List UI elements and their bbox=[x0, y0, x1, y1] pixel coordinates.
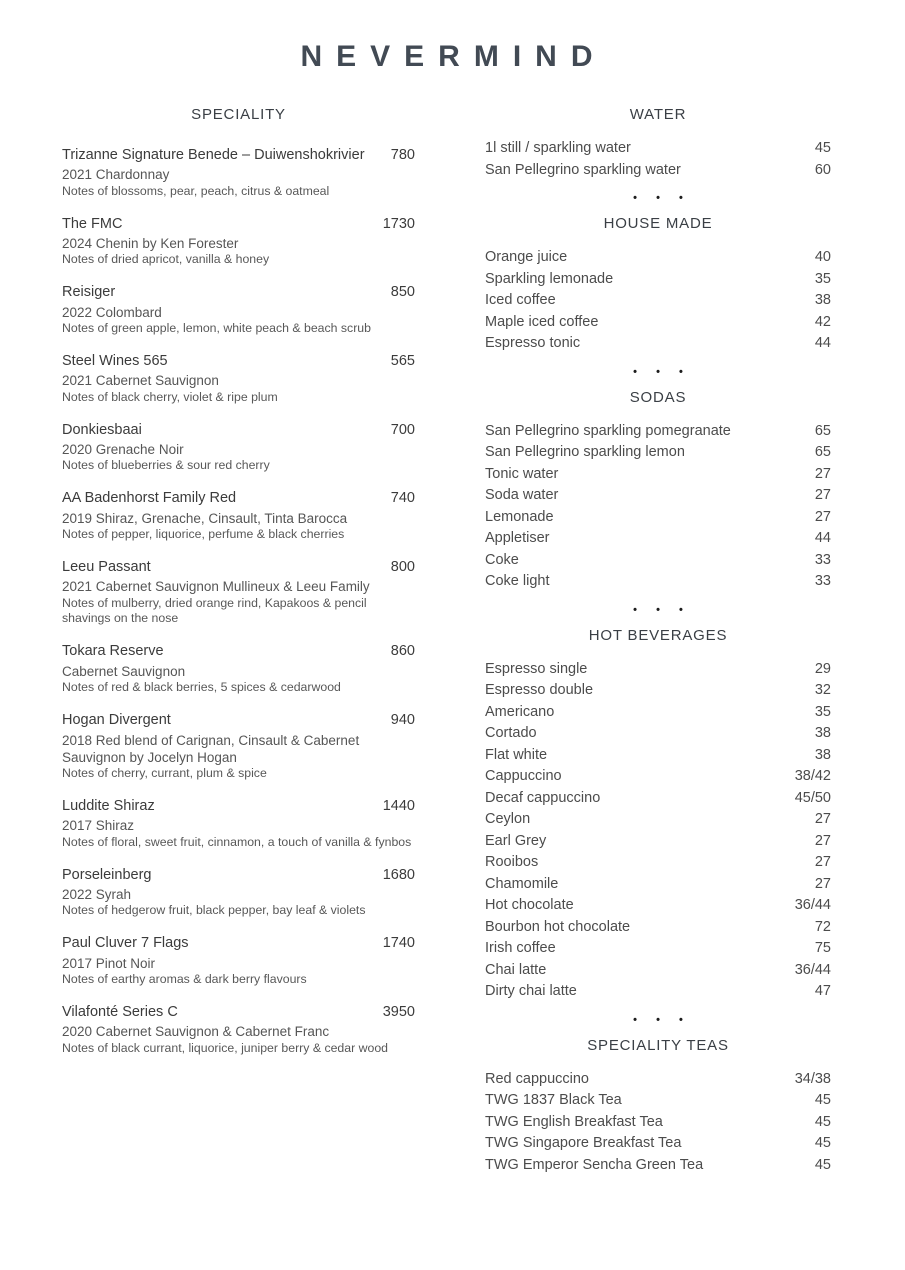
wine-vintage: 2020 Grenache Noir bbox=[62, 441, 184, 457]
beverage-column bbox=[485, 106, 831, 1176]
item-name: Ceylon bbox=[485, 811, 531, 827]
item-price: 27 bbox=[814, 875, 831, 892]
item-price: 38/42 bbox=[794, 768, 831, 784]
wine-name: Hogan Divergent bbox=[62, 712, 171, 729]
wine-notes: Notes of red & black berries, 5 spices & cedarwood bbox=[62, 680, 341, 695]
item-price: 27 bbox=[814, 465, 831, 482]
wine-vintage: 2020 Cabernet Sauvignon & Cabernet Franc bbox=[62, 1024, 330, 1040]
item-name: TWG English Breakfast Tea bbox=[485, 1113, 663, 1130]
wine-vintage: 2018 Red blend of Carignan, Cinsault & Cabernet Sauvignon by Jocelyn Hogan bbox=[62, 732, 360, 765]
menu-item-row bbox=[485, 659, 831, 681]
menu-item-row bbox=[485, 917, 831, 939]
item-name: 1l still / sparkling water bbox=[485, 140, 631, 156]
wine-entry bbox=[62, 798, 415, 851]
wine-vintage: 2019 Shiraz, Grenache, Cinsault, Tinta Barocca bbox=[62, 510, 348, 526]
wine-name: Porseleinberg bbox=[62, 866, 152, 883]
item-name: San Pellegrino sparkling pomegranate bbox=[485, 422, 731, 439]
menu-item-row bbox=[485, 1069, 831, 1091]
wine-notes: Notes of blueberries & sour red cherry bbox=[62, 458, 270, 473]
item-name: Irish coffee bbox=[485, 940, 556, 956]
item-price: 45 bbox=[814, 1113, 831, 1130]
item-price: 27 bbox=[814, 508, 831, 525]
wine-entry-top bbox=[62, 712, 415, 729]
item-price: 32 bbox=[814, 682, 831, 698]
wine-notes: Notes of earthy aromas & dark berry flavours bbox=[62, 971, 307, 986]
section-separator: • • • bbox=[633, 365, 691, 378]
wine-notes: Notes of black currant, liquorice, juniper berry & cedar wood bbox=[62, 1040, 389, 1055]
section-header: HOT BEVERAGES bbox=[588, 626, 728, 644]
item-name: Espresso tonic bbox=[485, 335, 581, 351]
menu-item-row bbox=[485, 1133, 831, 1155]
wine-notes: Notes of black cherry, violet & ripe plum bbox=[62, 389, 278, 404]
menu-item-row bbox=[485, 528, 831, 550]
wine-entry bbox=[62, 490, 415, 543]
menu-item-row bbox=[485, 442, 831, 464]
menu-item-row bbox=[485, 1090, 831, 1112]
wine-price: 1730 bbox=[382, 215, 415, 232]
wine-entry-top bbox=[62, 216, 415, 233]
menu-item-row bbox=[485, 312, 831, 334]
item-name: TWG 1837 Black Tea bbox=[485, 1092, 622, 1108]
menu-item-row bbox=[485, 831, 831, 853]
item-price: 36/44 bbox=[794, 897, 831, 913]
section-separator: • • • bbox=[633, 603, 691, 616]
wine-name: Luddite Shiraz bbox=[62, 798, 155, 815]
wine-entry-top bbox=[62, 798, 415, 815]
menu-section bbox=[485, 627, 831, 1003]
item-name: Chamomile bbox=[485, 875, 559, 892]
menu-item-row bbox=[485, 247, 831, 269]
wine-entry-top bbox=[62, 559, 415, 576]
wine-price: 940 bbox=[390, 712, 415, 729]
wine-vintage: 2021 Cabernet Sauvignon Mullineux & Leeu Family bbox=[62, 579, 370, 595]
section-header: SPECIALITY TEAS bbox=[587, 1036, 729, 1054]
menu-item-row bbox=[485, 702, 831, 724]
item-price: 36/44 bbox=[794, 961, 831, 978]
wine-notes: Notes of pepper, liquorice, perfume & black cherries bbox=[62, 526, 345, 541]
item-name: Red cappuccino bbox=[485, 1070, 589, 1087]
wine-entry bbox=[62, 216, 415, 269]
menu-item-row bbox=[485, 960, 831, 982]
item-price: 45 bbox=[814, 1156, 831, 1173]
item-name: Orange juice bbox=[485, 249, 568, 265]
item-name: Lemonade bbox=[485, 508, 554, 525]
item-price: 45 bbox=[814, 140, 831, 156]
menu-item-row bbox=[485, 160, 831, 182]
menu-item-row bbox=[485, 745, 831, 767]
menu-item-row bbox=[485, 421, 831, 443]
menu-item-row bbox=[485, 788, 831, 810]
wine-vintage: 2022 Colombard bbox=[62, 304, 162, 320]
wine-price: 3950 bbox=[382, 1003, 415, 1020]
item-name: Rooibos bbox=[485, 854, 539, 870]
item-name: Earl Grey bbox=[485, 832, 547, 849]
wine-entry bbox=[62, 867, 415, 920]
wine-price: 850 bbox=[390, 284, 415, 301]
wine-notes: Notes of cherry, currant, plum & spice bbox=[62, 766, 267, 781]
wine-vintage: 2017 Shiraz bbox=[62, 818, 135, 834]
wine-vintage: 2017 Pinot Noir bbox=[62, 955, 156, 971]
wine-name: Leeu Passant bbox=[62, 558, 151, 575]
section-separator: • • • bbox=[633, 192, 691, 204]
wine-notes: Notes of floral, sweet fruit, cinnamon, a touch of vanilla & fynbos bbox=[62, 834, 412, 849]
item-price: 35 bbox=[814, 703, 831, 720]
wine-entry bbox=[62, 935, 415, 988]
item-name: Cortado bbox=[485, 725, 537, 741]
item-name: Decaf cappuccino bbox=[485, 789, 601, 806]
wine-entry-top bbox=[62, 284, 415, 301]
item-name: Chai latte bbox=[485, 961, 547, 978]
item-name: Hot chocolate bbox=[485, 897, 574, 913]
item-price: 75 bbox=[814, 940, 831, 956]
menu-item-row bbox=[485, 938, 831, 960]
item-name: Coke light bbox=[485, 573, 550, 589]
section-separator: • • • bbox=[633, 1013, 691, 1026]
wine-notes: Notes of hedgerow fruit, black pepper, bay leaf & violets bbox=[62, 903, 366, 918]
wine-name: Vilafonté Series C bbox=[62, 1003, 178, 1020]
wine-entry-top bbox=[62, 643, 415, 660]
item-price: 44 bbox=[814, 335, 831, 351]
item-name: Iced coffee bbox=[485, 292, 556, 308]
menu-item-row bbox=[485, 1155, 831, 1177]
menu-columns bbox=[62, 106, 831, 1176]
item-price: 45/50 bbox=[794, 789, 831, 806]
wine-vintage: Cabernet Sauvignon bbox=[62, 663, 186, 679]
wine-vintage: 2022 Syrah bbox=[62, 887, 132, 903]
item-price: 27 bbox=[814, 832, 831, 849]
wine-name: Steel Wines 565 bbox=[62, 352, 168, 369]
wine-name: Donkiesbaai bbox=[62, 421, 142, 438]
menu-item-row bbox=[485, 290, 831, 312]
menu-item-row bbox=[485, 507, 831, 529]
wine-name: Paul Cluver 7 Flags bbox=[62, 935, 189, 952]
menu-item-row bbox=[485, 723, 831, 745]
wine-notes: Notes of blossoms, pear, peach, citrus & oatmeal bbox=[62, 183, 330, 198]
menu-item-row bbox=[485, 809, 831, 831]
item-name: Maple iced coffee bbox=[485, 313, 599, 330]
wine-name: The FMC bbox=[62, 215, 123, 232]
menu-item-row bbox=[485, 874, 831, 896]
speciality-column bbox=[62, 106, 415, 1073]
wine-entry bbox=[62, 559, 415, 628]
wine-notes: Notes of mulberry, dried orange rind, Kapakoos & pencil shavings on the nose bbox=[62, 595, 367, 626]
section-header: SODAS bbox=[629, 388, 687, 406]
menu-item-row bbox=[485, 485, 831, 507]
item-price: 38 bbox=[814, 746, 831, 763]
item-price: 33 bbox=[814, 573, 831, 589]
wine-name: AA Badenhorst Family Red bbox=[62, 490, 237, 507]
item-price: 60 bbox=[814, 161, 831, 178]
wine-entry bbox=[62, 422, 415, 475]
menu-item-row bbox=[485, 766, 831, 788]
menu-item-row bbox=[485, 550, 831, 572]
wine-price: 860 bbox=[390, 643, 415, 660]
wine-price: 740 bbox=[390, 490, 415, 507]
wine-name: Trizanne Signature Benede – Duiwenshokrivier bbox=[62, 147, 365, 163]
item-name: San Pellegrino sparkling water bbox=[485, 161, 681, 178]
wine-entry-top bbox=[62, 147, 415, 164]
wine-entry-top bbox=[62, 490, 415, 507]
wine-entry bbox=[62, 643, 415, 696]
item-price: 27 bbox=[814, 487, 831, 503]
item-name: Americano bbox=[485, 703, 555, 720]
item-price: 42 bbox=[814, 313, 831, 330]
item-price: 38 bbox=[814, 725, 831, 741]
wine-name: Reisiger bbox=[62, 284, 116, 301]
menu-item-row bbox=[485, 333, 831, 355]
item-name: Espresso double bbox=[485, 682, 594, 698]
wine-entry-top bbox=[62, 1004, 415, 1021]
wine-entry-top bbox=[62, 422, 415, 439]
wine-price: 700 bbox=[390, 421, 415, 438]
menu-item-row bbox=[485, 680, 831, 702]
item-name: Soda water bbox=[485, 487, 559, 503]
wine-entry bbox=[62, 1004, 415, 1057]
item-name: Bourbon hot chocolate bbox=[485, 918, 631, 935]
item-name: TWG Singapore Breakfast Tea bbox=[485, 1135, 682, 1151]
menu-item-row bbox=[485, 981, 831, 1003]
item-price: 38 bbox=[814, 292, 831, 308]
wine-price: 800 bbox=[390, 558, 415, 575]
wine-notes: Notes of green apple, lemon, white peach & beach scrub bbox=[62, 320, 371, 335]
item-price: 33 bbox=[814, 551, 831, 568]
wine-price: 780 bbox=[390, 147, 415, 163]
menu-item-row bbox=[485, 138, 831, 160]
wine-vintage: 2021 Chardonnay bbox=[62, 167, 170, 183]
item-price: 40 bbox=[814, 249, 831, 265]
page-title: NEVERMIND bbox=[300, 40, 607, 73]
speciality-header: SPECIALITY bbox=[191, 106, 286, 123]
item-price: 44 bbox=[814, 530, 831, 546]
menu-section bbox=[485, 106, 831, 181]
item-name: San Pellegrino sparkling lemon bbox=[485, 444, 685, 460]
item-name: Espresso single bbox=[485, 660, 588, 677]
item-price: 47 bbox=[814, 983, 831, 999]
wine-entry bbox=[62, 712, 415, 782]
item-price: 27 bbox=[814, 854, 831, 870]
item-price: 35 bbox=[814, 270, 831, 287]
section-header: HOUSE MADE bbox=[603, 215, 713, 232]
wine-vintage: 2021 Cabernet Sauvignon bbox=[62, 373, 219, 389]
section-header: WATER bbox=[629, 106, 687, 123]
wine-entry-top bbox=[62, 867, 415, 884]
wine-list bbox=[62, 147, 415, 1057]
wine-entry bbox=[62, 353, 415, 406]
menu-item-row bbox=[485, 571, 831, 593]
item-price: 45 bbox=[814, 1135, 831, 1151]
item-name: Tonic water bbox=[485, 465, 559, 482]
item-price: 72 bbox=[814, 918, 831, 935]
wine-notes: Notes of dried apricot, vanilla & honey bbox=[62, 252, 270, 267]
wine-entry bbox=[62, 284, 415, 337]
item-price: 65 bbox=[814, 444, 831, 460]
item-name: Cappuccino bbox=[485, 768, 562, 784]
menu-section bbox=[485, 1037, 831, 1177]
wine-price: 1680 bbox=[382, 866, 415, 883]
item-price: 34/38 bbox=[794, 1070, 831, 1087]
wine-vintage: 2024 Chenin by Ken Forester bbox=[62, 236, 239, 252]
item-name: Dirty chai latte bbox=[485, 983, 577, 999]
item-name: Appletiser bbox=[485, 530, 550, 546]
item-price: 27 bbox=[814, 811, 831, 827]
item-name: Sparkling lemonade bbox=[485, 270, 614, 287]
menu-section bbox=[485, 215, 831, 355]
wine-price: 1740 bbox=[382, 935, 415, 952]
menu-item-row bbox=[485, 1112, 831, 1134]
item-name: TWG Emperor Sencha Green Tea bbox=[485, 1156, 704, 1173]
wine-price: 1440 bbox=[382, 798, 415, 815]
wine-price: 565 bbox=[390, 352, 415, 369]
wine-entry-top bbox=[62, 935, 415, 952]
menu-item-row bbox=[485, 895, 831, 917]
item-name: Flat white bbox=[485, 746, 548, 763]
wine-name: Tokara Reserve bbox=[62, 643, 164, 660]
menu-section bbox=[485, 389, 831, 593]
wine-entry bbox=[62, 147, 415, 200]
menu-item-row bbox=[485, 464, 831, 486]
item-price: 45 bbox=[814, 1092, 831, 1108]
wine-entry-top bbox=[62, 353, 415, 370]
menu-item-row bbox=[485, 852, 831, 874]
menu-item-row bbox=[485, 269, 831, 291]
item-price: 29 bbox=[814, 660, 831, 677]
item-price: 65 bbox=[814, 422, 831, 439]
item-name: Coke bbox=[485, 551, 519, 568]
